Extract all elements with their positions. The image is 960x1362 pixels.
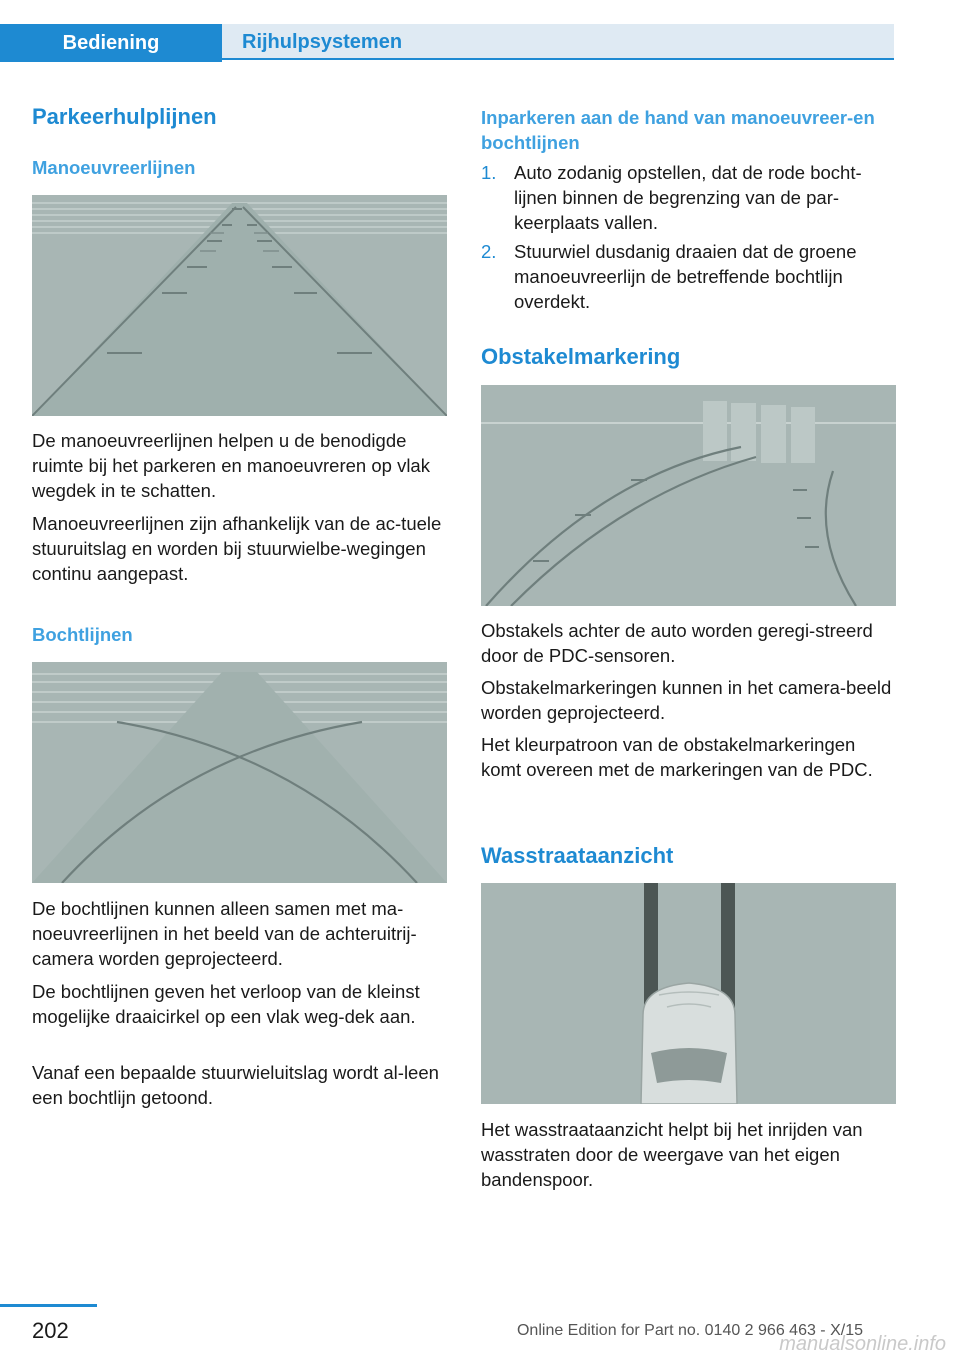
section-title-parkeerhulplijnen: Parkeerhulplijnen xyxy=(32,104,217,129)
paragraph-bochtlijnen-draaicirkel: De bochtlijnen geven het verloop van de kleinst mogelijke draaicirkel op een vlak weg-dek aan. xyxy=(32,981,420,1027)
figure-bochtlijnen xyxy=(32,662,447,883)
section-title-wasstraataanzicht: Wasstraataanzicht xyxy=(481,843,674,868)
paragraph-obstakels-camera: Obstakelmarkeringen kunnen in het camera-beeld worden geprojecteerd. xyxy=(481,677,892,723)
edition-note: Online Edition for Part no. 0140 2 966 463 - X/15 xyxy=(516,1322,863,1339)
paragraph-bochtlijnen-stuurwiel: Vanaf een bepaalde stuurwieluitslag wordt al-leen een bochtlijn getoond. xyxy=(32,1062,439,1108)
figure-manoeuvreerlijnen xyxy=(32,195,447,416)
subtitle-bochtlijnen: Bochtlijnen xyxy=(32,624,133,645)
list-item xyxy=(481,239,896,314)
paragraph-bochtlijnen-camera: De bochtlijnen kunnen alleen samen met ma-noeuvreerlijnen in het beeld van de achteruitrij-camera worden geprojecteerd. xyxy=(32,898,417,969)
subtitle-manoeuvreerlijnen: Manoeuvreerlijnen xyxy=(32,157,196,178)
list-item xyxy=(481,160,896,235)
subtitle-inparkeren: Inparkeren aan de hand van manoeuvreer-en bochtlijnen xyxy=(481,107,875,153)
paragraph-obstakels-kleur: Het kleurpatroon van de obstakelmarkeringen komt overeen met de markeringen van de PDC. xyxy=(481,734,873,780)
step-text: Auto zodanig opstellen, dat de rode bocht-lijnen binnen de begrenzing van de par-keerplaats vallen. xyxy=(514,162,862,233)
paragraph-manoeuvreerlijnen-intro: De manoeuvreerlijnen helpen u de benodigde ruimte bij het parkeren en manoeuvreren op vlak wegdek in te schatten. xyxy=(32,430,430,501)
figure-obstakelmarkering xyxy=(481,385,896,606)
step-number: 1. xyxy=(481,162,497,183)
tab-rijhulpsystemen[interactable]: Rijhulpsystemen xyxy=(222,24,894,60)
figure-wasstraataanzicht xyxy=(481,883,896,1104)
watermark: manualsonline.info xyxy=(779,1333,946,1355)
footer-rule xyxy=(0,1304,97,1307)
paragraph-manoeuvreerlijnen-detail: Manoeuvreerlijnen zijn afhankelijk van de ac-tuele stuuruitslag en worden bij stuurwielbe-wegingen continu aangepast. xyxy=(32,513,442,584)
step-number: 2. xyxy=(481,241,497,262)
header-tabbar xyxy=(0,24,894,62)
section-title-obstakelmarkering: Obstakelmarkering xyxy=(481,344,681,369)
step-text: Stuurwiel dusdanig draaien dat de groene manoeuvreerlijn de betreffende bochtlijn overdekt. xyxy=(514,241,857,312)
steps-list xyxy=(481,160,896,318)
paragraph-wasstraat: Het wasstraataanzicht helpt bij het inrijden van wasstraten door de weergave van het eigen bandenspoor. xyxy=(481,1119,863,1190)
paragraph-obstakels-pdc: Obstakels achter de auto worden geregi-streerd door de PDC-sensoren. xyxy=(481,620,873,666)
page-number: 202 xyxy=(32,1318,69,1343)
tab-bediening[interactable]: Bediening xyxy=(0,24,222,62)
